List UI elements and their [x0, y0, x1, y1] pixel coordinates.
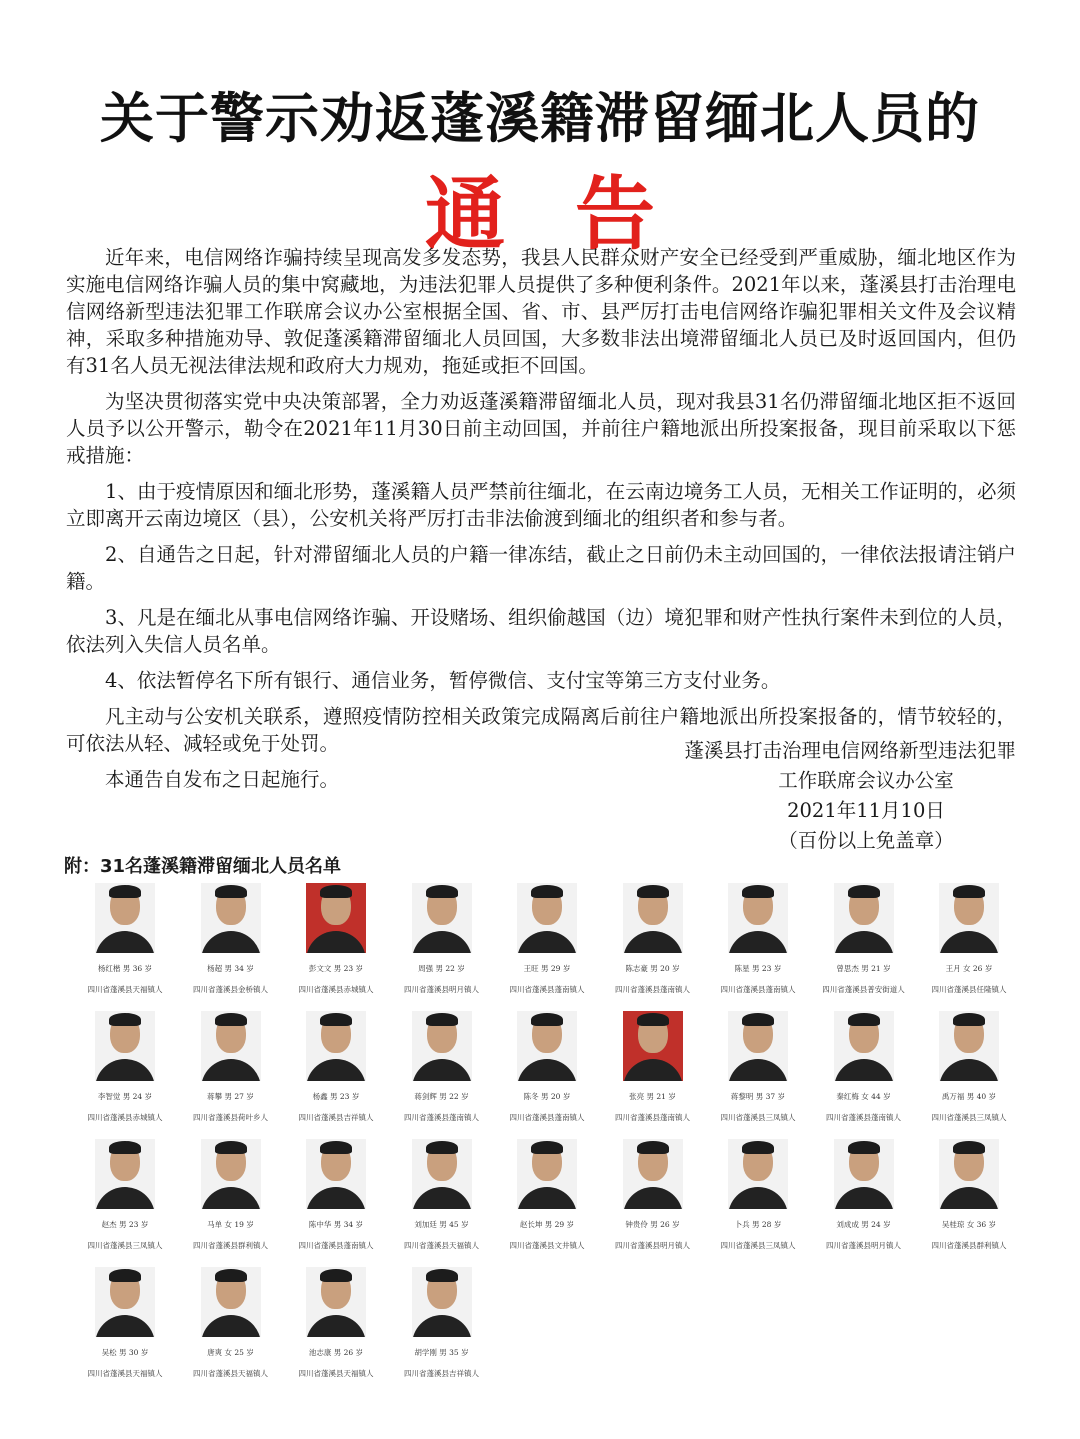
person-photo	[517, 1139, 577, 1209]
signature-date: 2021年11月10日	[787, 799, 945, 822]
person-photo	[728, 1139, 788, 1209]
person-address: 四川省蓬溪县蓬南镇人	[826, 1113, 901, 1122]
person-card	[495, 1136, 599, 1261]
person-address: 四川省蓬溪县蓬南镇人	[615, 1113, 690, 1122]
person-address: 四川省蓬溪县三凤镇人	[931, 1113, 1007, 1122]
person-photo	[306, 1011, 366, 1081]
person-name: 赵杰 男 23 岁	[101, 1220, 149, 1229]
person-name: 蒋剑辉 男 22 岁	[414, 1092, 469, 1101]
notice-body	[66, 244, 1016, 793]
person-photo	[834, 883, 894, 953]
person-card	[495, 1008, 599, 1133]
notice-title: 关于警示劝返蓬溪籍滞留缅北人员的	[100, 87, 980, 150]
person-photo	[306, 1267, 366, 1337]
person-photo	[623, 1139, 683, 1209]
person-photo	[623, 1011, 683, 1081]
person-card	[601, 1136, 705, 1261]
person-photo	[306, 883, 366, 953]
paragraph-measure-1: 1、由于疫情原因和缅北形势，蓬溪籍人员严禁前往缅北，在云南边境务工人员，无相关工作证明的，必须立即离开云南边境区（县），公安机关将严厉打击非法偷渡到缅北的组织者和参与者。	[66, 480, 1016, 530]
person-card	[812, 1136, 916, 1261]
person-name: 赵长坤 男 29 岁	[519, 1220, 575, 1229]
person-name: 杨鑫 男 23 岁	[312, 1092, 360, 1101]
person-card	[179, 880, 283, 1005]
person-card	[601, 1008, 705, 1133]
person-name: 曾思杰 男 21 岁	[836, 964, 891, 973]
person-photo	[728, 1011, 788, 1081]
person-address: 四川省蓬溪县金桥镇人	[193, 985, 268, 994]
person-card	[812, 1008, 916, 1133]
person-address: 四川省蓬溪县群利镇人	[193, 1241, 268, 1250]
person-photo	[939, 883, 999, 953]
person-card	[390, 880, 494, 1005]
paragraph-measure-2: 2、自通告之日起，针对滞留缅北人员的户籍一律冻结，截止之日前仍未主动回国的，一律依法报请注销户籍。	[66, 543, 1016, 593]
person-address: 四川省蓬溪县蓬南镇人	[720, 985, 796, 994]
person-address: 四川省蓬溪县蓬南镇人	[509, 1113, 585, 1122]
person-card	[706, 1136, 810, 1261]
person-card	[284, 1264, 388, 1389]
person-address: 四川省蓬溪县天福镇人	[404, 1241, 479, 1250]
person-card	[601, 880, 705, 1005]
person-name: 杨红楷 男 36 岁	[97, 964, 153, 973]
person-name: 秦红梅 女 44 岁	[836, 1092, 891, 1101]
person-name: 周强 男 22 岁	[418, 964, 465, 973]
person-name: 陈中华 男 34 岁	[308, 1220, 364, 1229]
person-name: 陈志豪 男 20 岁	[625, 964, 680, 973]
person-address: 四川省蓬溪县赤城镇人	[87, 1113, 163, 1122]
person-card	[917, 880, 1021, 1005]
person-card	[284, 1136, 388, 1261]
person-address: 四川省蓬溪县蓬南镇人	[404, 1113, 479, 1122]
person-card	[812, 880, 916, 1005]
person-address: 四川省蓬溪县吉祥镇人	[404, 1369, 479, 1378]
person-photo	[517, 1011, 577, 1081]
person-card	[390, 1136, 494, 1261]
person-name: 王旺 男 29 岁	[523, 964, 571, 973]
person-card	[179, 1136, 283, 1261]
person-photo	[412, 1267, 472, 1337]
person-address: 四川省蓬溪县赤城镇人	[298, 985, 374, 994]
person-name: 张亮 男 21 岁	[629, 1092, 676, 1101]
paragraph-measure-4: 4、依法暂停名下所有银行、通信业务，暂停微信、支付宝等第三方支付业务。	[105, 669, 781, 692]
person-photo	[201, 883, 261, 953]
person-name: 刘成成 男 24 岁	[836, 1220, 891, 1229]
person-photo	[201, 1011, 261, 1081]
person-photo	[95, 1139, 155, 1209]
person-name: 杨超 男 34 岁	[207, 964, 254, 973]
person-address: 四川省蓬溪县三凤镇人	[720, 1241, 796, 1250]
person-name: 蒋攀 男 27 岁	[207, 1092, 254, 1101]
person-photo	[201, 1139, 261, 1209]
person-photo	[728, 883, 788, 953]
person-photo	[412, 1011, 472, 1081]
person-card	[917, 1008, 1021, 1133]
person-card	[73, 1264, 177, 1389]
person-photo	[834, 1139, 894, 1209]
person-card	[284, 880, 388, 1005]
person-card	[495, 880, 599, 1005]
person-address: 四川省蓬溪县天福镇人	[87, 1369, 163, 1378]
person-name: 蒋黎明 男 37 岁	[730, 1092, 786, 1101]
person-photo	[201, 1267, 261, 1337]
person-photo	[412, 1139, 472, 1209]
signature-org-line1: 蓬溪县打击治理电信网络新型违法犯罪	[684, 739, 1016, 762]
person-card	[706, 1008, 810, 1133]
person-card	[73, 1136, 177, 1261]
person-address: 四川省蓬溪县蓬南镇人	[509, 985, 585, 994]
person-address: 四川省蓬溪县三凤镇人	[87, 1241, 163, 1250]
person-name: 钟贵伶 男 26 岁	[625, 1220, 680, 1229]
signature-note: （百份以上免盖章）	[778, 829, 954, 852]
person-card	[284, 1008, 388, 1133]
person-name: 马单 女 19 岁	[207, 1220, 254, 1229]
person-card	[73, 1008, 177, 1133]
person-card	[73, 880, 177, 1005]
person-address: 四川省蓬溪县明月镇人	[404, 985, 479, 994]
appendix-title: 附：31名蓬溪籍滞留缅北人员名单	[64, 856, 342, 877]
person-photo	[306, 1139, 366, 1209]
person-card	[390, 1008, 494, 1133]
person-name: 禹万福 男 40 岁	[941, 1092, 997, 1101]
paragraph-leniency: 凡主动与公安机关联系，遵照疫情防控相关政策完成隔离后前往户籍地派出所投案报备的，情节较轻的，可依法从轻、减轻或免于处罚。	[66, 705, 1016, 755]
person-address: 四川省蓬溪县天福镇人	[87, 985, 163, 994]
person-card	[917, 1136, 1021, 1261]
person-address: 四川省蓬溪县天福镇人	[298, 1369, 374, 1378]
signature-block	[596, 736, 1016, 856]
person-name: 李智觉 男 24 岁	[97, 1092, 153, 1101]
person-address: 四川省蓬溪县明月镇人	[826, 1241, 901, 1250]
person-name: 唐爽 女 25 岁	[207, 1348, 254, 1357]
person-photo	[623, 883, 683, 953]
paragraph-effective: 本通告自发布之日起施行。	[105, 768, 340, 791]
person-address: 四川省蓬溪县明月镇人	[615, 1241, 690, 1250]
person-photo	[939, 1011, 999, 1081]
person-photo	[517, 883, 577, 953]
signature-org-line2: 工作联席会议办公室	[778, 769, 954, 792]
person-name: 刘加廷 男 45 岁	[414, 1220, 469, 1229]
person-photo	[95, 1011, 155, 1081]
paragraph-intro: 近年来，电信网络诈骗持续呈现高发多发态势，我县人民群众财产安全已经受到严重威胁，缅北地区作为实施电信网络诈骗人员的集中窝藏地，为违法犯罪人员提供了多种便利条件。2021年以来，蓬溪县打击治理电信网络新型违法犯罪工作联席会议办公室根据全国、省、市、县严厉打击电信网络诈骗犯罪相关文件及会议精神，采取多种措施劝导、敦促蓬溪籍滞留缅北人员回国，大多数非法出境滞留缅北人员已及时返回国内，但仍有31名人员无视法律法规和政府大力规劝，拖延或拒不回国。	[66, 246, 1016, 377]
person-photo	[412, 883, 472, 953]
person-name: 吴松 男 30 岁	[101, 1348, 149, 1357]
person-name: 胡学刚 男 35 岁	[414, 1348, 469, 1357]
person-photo	[95, 883, 155, 953]
person-address: 四川省蓬溪县蓬南镇人	[298, 1241, 374, 1250]
person-photo	[834, 1011, 894, 1081]
person-name: 王月 女 26 岁	[945, 964, 993, 973]
person-card	[179, 1008, 283, 1133]
person-name: 吴桂琼 女 36 岁	[941, 1220, 997, 1229]
person-address: 四川省蓬溪县三凤镇人	[720, 1113, 796, 1122]
person-address: 四川省蓬溪县荷叶乡人	[193, 1113, 268, 1122]
paragraph-measure-3: 3、凡是在缅北从事电信网络诈骗、开设赌场、组织偷越国（边）境犯罪和财产性执行案件未到位的人员，依法列入失信人员名单。	[66, 606, 1016, 656]
person-address: 四川省蓬溪县吉祥镇人	[298, 1113, 374, 1122]
person-address: 四川省蓬溪县天福镇人	[193, 1369, 268, 1378]
person-card	[706, 880, 810, 1005]
person-card	[179, 1264, 283, 1389]
person-photo	[939, 1139, 999, 1209]
person-address: 四川省蓬溪县普安街道人	[822, 985, 905, 994]
person-photo	[95, 1267, 155, 1337]
person-card	[390, 1264, 494, 1389]
person-list	[73, 880, 1023, 1389]
notice-subtitle: 通告	[425, 168, 725, 261]
person-name: 卜兵 男 28 岁	[734, 1220, 782, 1229]
person-address: 四川省蓬溪县任隆镇人	[931, 985, 1007, 994]
person-address: 四川省蓬溪县文井镇人	[509, 1241, 585, 1250]
person-name: 池志康 男 26 岁	[308, 1348, 364, 1357]
person-name: 彭文文 男 23 岁	[308, 964, 364, 973]
paragraph-decision: 为坚决贯彻落实党中央决策部署，全力劝返蓬溪籍滞留缅北人员，现对我县31名仍滞留缅北地区拒不返回人员予以公开警示，勒令在2021年11月30日前主动回国，并前往户籍地派出所投案报备，现目前采取以下惩戒措施：	[66, 390, 1016, 467]
person-name: 陈星 男 23 岁	[734, 964, 782, 973]
person-name: 陈冬 男 20 岁	[523, 1092, 571, 1101]
person-address: 四川省蓬溪县群利镇人	[931, 1241, 1007, 1250]
person-address: 四川省蓬溪县蓬南镇人	[615, 985, 690, 994]
